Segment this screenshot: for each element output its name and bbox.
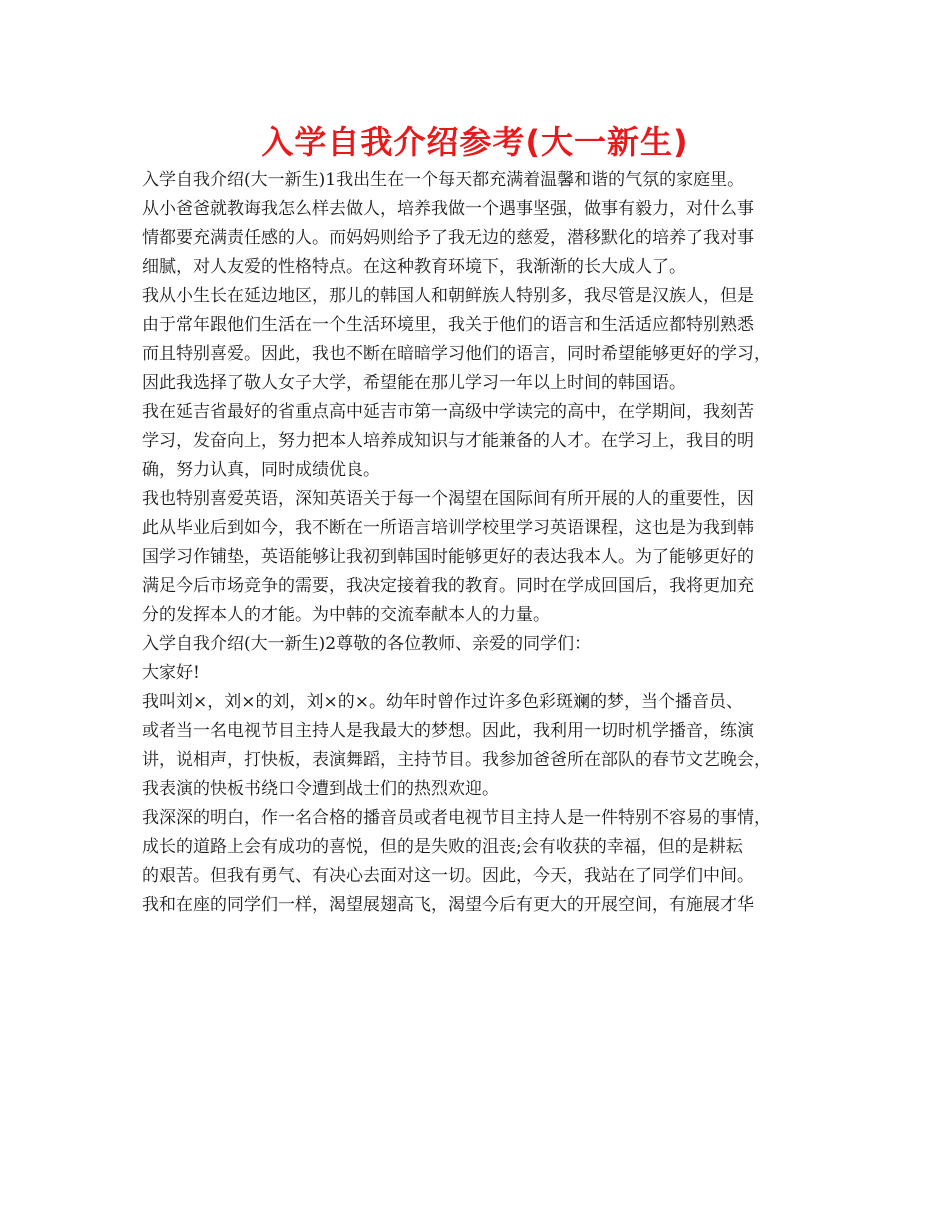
text-line: 大家好! — [142, 663, 200, 683]
document-body — [142, 166, 822, 920]
text-line: 学习，发奋向上，努力把本人培养成知识与才能兼备的人才。在学习上，我目的明 — [142, 431, 754, 451]
text-line: 我在延吉省最好的省重点高中延吉市第一高级中学读完的高中，在学期间，我刻苦 — [142, 402, 754, 422]
text-line: 我也特别喜爱英语，深知英语关于每一个渴望在国际间有所开展的人的重要性，因 — [142, 489, 754, 509]
text-line: 我深深的明白，作一名合格的播音员或者电视节目主持人是一件特别不容易的事情， — [142, 808, 771, 828]
text-line: 因此我选择了敬人女子大学，希望能在那儿学习一年以上时间的韩国语。 — [142, 373, 686, 393]
text-line: 满足今后市场竞争的需要，我决定接着我的教育。同时在学成回国后，我将更加充 — [142, 576, 754, 596]
text-line: 而且特别喜爱。因此，我也不断在暗暗学习他们的语言，同时希望能够更好的学习， — [142, 344, 771, 364]
text-line: 由于常年跟他们生活在一个生活环境里，我关于他们的语言和生活适应都特别熟悉 — [142, 315, 754, 335]
text-line: 国学习作铺垫，英语能够让我初到韩国时能够更好的表达我本人。为了能够更好的 — [142, 547, 754, 567]
text-line: 此从毕业后到如今，我不断在一所语言培训学校里学习英语课程，这也是为我到韩 — [142, 518, 754, 538]
text-line: 我从小生长在延边地区，那儿的韩国人和朝鲜族人特别多，我尽管是汉族人，但是 — [142, 286, 754, 306]
text-line: 入学自我介绍(大一新生)2尊敬的各位教师、亲爱的同学们： — [142, 634, 592, 654]
text-line: 我表演的快板书绕口令遭到战士们的热烈欢迎。 — [142, 779, 499, 799]
text-line: 确，努力认真，同时成绩优良。 — [142, 460, 380, 480]
text-line: 或者当一名电视节目主持人是我最大的梦想。因此，我利用一切时机学播音，练演 — [142, 721, 754, 741]
text-line: 入学自我介绍(大一新生)1我出生在一个每天都充满着温馨和谐的气氛的家庭里。 — [142, 170, 745, 190]
text-line: 分的发挥本人的才能。为中韩的交流奉献本人的力量。 — [142, 605, 550, 625]
text-line: 情都要充满责任感的人。而妈妈则给予了我无边的慈爱，潜移默化的培养了我对事 — [142, 228, 754, 248]
document-title: 入学自我介绍参考(大一新生) — [261, 123, 689, 161]
text-line: 我和在座的同学们一样，渴望展翅高飞，渴望今后有更大的开展空间，有施展才华 — [142, 895, 754, 915]
text-line: 我叫刘×，刘×的刘，刘×的×。幼年时曾作过许多色彩斑斓的梦，当个播音员、 — [142, 692, 743, 712]
text-line: 成长的道路上会有成功的喜悦，但的是失败的沮丧;会有收获的幸福，但的是耕耘 — [142, 837, 743, 857]
text-line: 的艰苦。但我有勇气、有决心去面对这一切。因此，今天，我站在了同学们中间。 — [142, 866, 754, 886]
text-line: 从小爸爸就教诲我怎么样去做人，培养我做一个遇事坚强，做事有毅力，对什么事 — [142, 199, 754, 219]
text-line: 讲，说相声，打快板，表演舞蹈，主持节目。我参加爸爸所在部队的春节文艺晚会， — [142, 750, 771, 770]
text-line: 细腻，对人友爱的性格特点。在这种教育环境下，我渐渐的长大成人了。 — [142, 257, 686, 277]
